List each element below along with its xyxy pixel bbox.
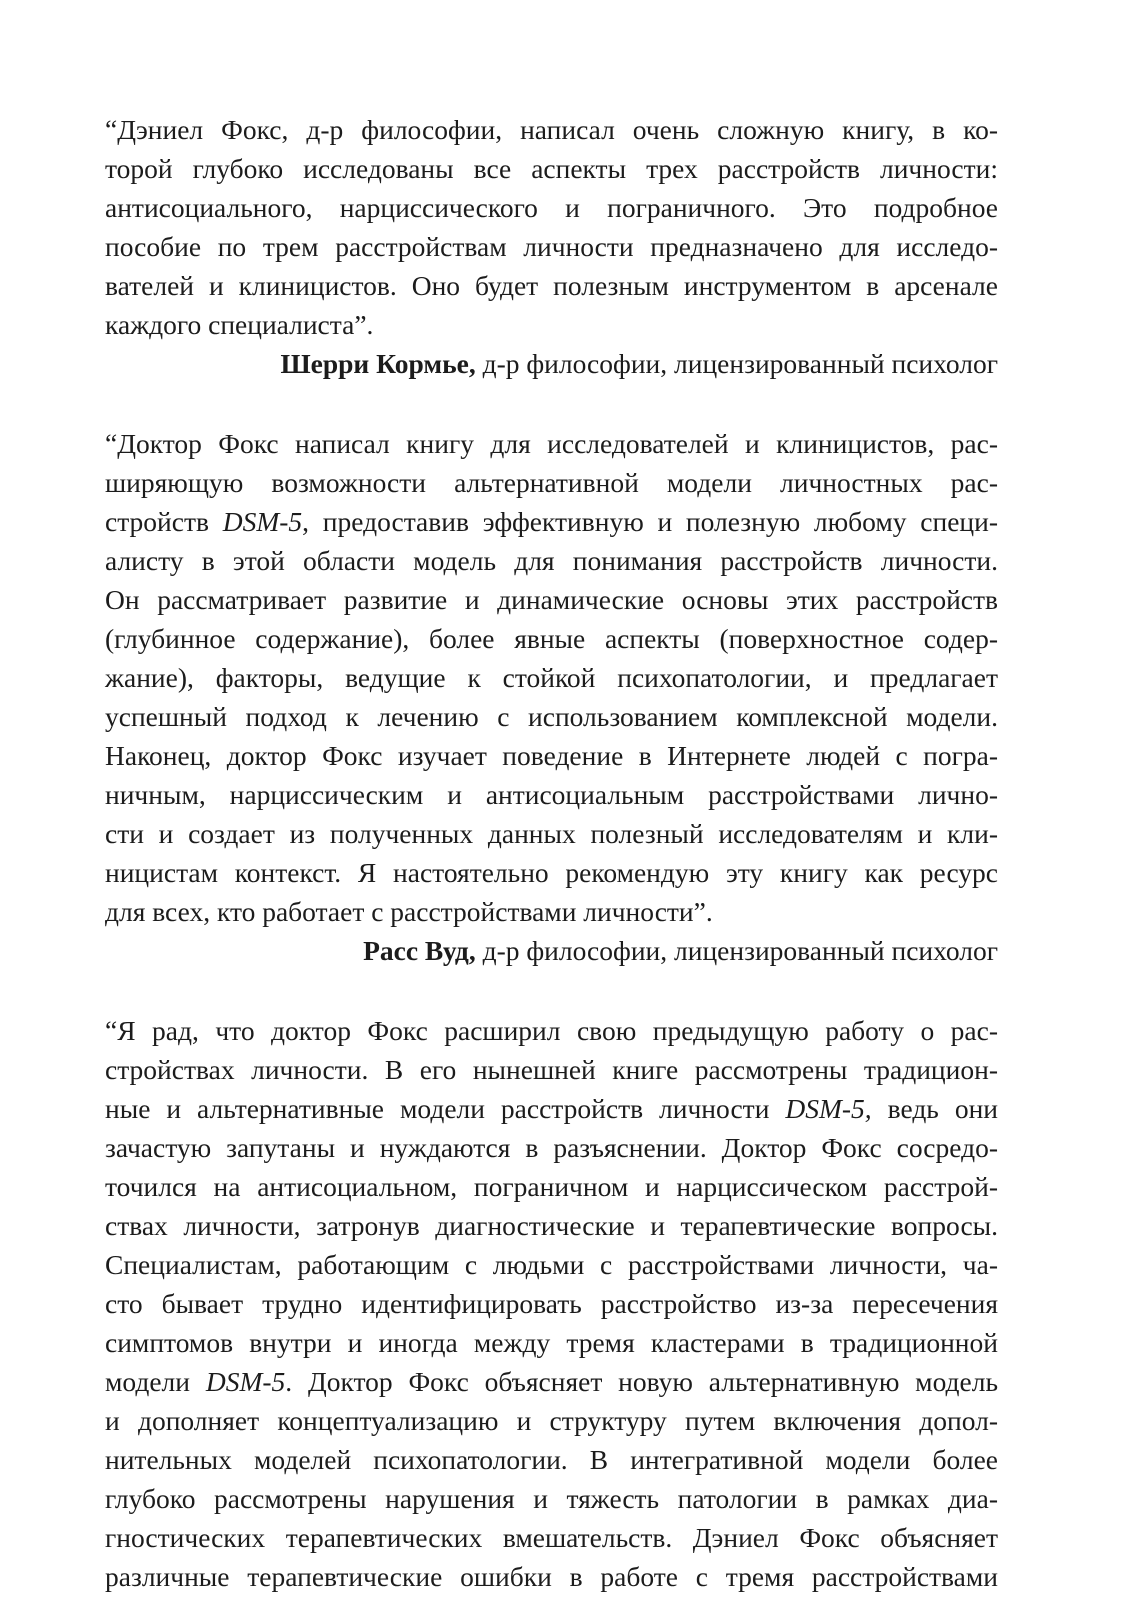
endorsement-3-line-13: глубоко рассмотрены нарушения и тяжесть патологии в рамках диа- — [105, 1483, 998, 1514]
endorsement-3-line-10-part-2: . Доктор Фокс объясняет новую альтернативную модель — [285, 1366, 999, 1397]
endorsement-2-author-name: Расс Вуд, — [363, 935, 476, 966]
endorsement-2-line-5: Он рассматривает развитие и динамические основы этих расстройств — [105, 584, 998, 615]
endorsement-1-author-name: Шерри Кормье, — [280, 348, 476, 379]
endorsement-1-line-2: торой глубоко исследованы все аспекты трех расстройств личности: — [105, 153, 998, 184]
endorsement-2-line-3-part-1: стройств — [105, 506, 223, 537]
endorsement-2-line-2: ширяющую возможности альтернативной модели личностных рас- — [105, 467, 998, 498]
endorsement-3-line-2: стройствах личности. В его нынешней книге рассмотрены традицион- — [105, 1054, 998, 1085]
endorsement-2-line-10: ничным, нарциссическим и антисоциальным расстройствами лично- — [105, 779, 998, 810]
endorsement-3-line-9: симптомов внутри и иногда между тремя кластерами в традиционной — [105, 1327, 998, 1358]
endorsement-3-line-10-dsm: DSM-5 — [205, 1366, 286, 1397]
endorsement-2-line-1: “Доктор Фокс написал книгу для исследователей и клиницистов, рас- — [105, 428, 998, 459]
endorsement-2-author-credentials: д-р философии, лицензированный психолог — [475, 935, 998, 966]
endorsement-2-line-6: (глубинное содержание), более явные аспекты (поверхностное содер- — [105, 623, 998, 654]
endorsement-2-line-13: для всех, кто работает с расстройствами личности”. — [105, 896, 713, 927]
endorsement-2-line-4: алисту в этой области модель для понимания расстройств личности. — [105, 545, 998, 576]
endorsement-3-line-3-dsm: DSM-5, — [785, 1093, 872, 1124]
endorsement-3-line-5: точился на антисоциальном, пограничном и нарциссическом расстрой- — [105, 1171, 998, 1202]
endorsement-3-line-11: и дополняет концептуализацию и структуру путем включения допол- — [105, 1405, 998, 1436]
endorsement-2-line-8: успешный подход к лечению с использованием комплексной модели. — [105, 701, 998, 732]
endorsement-3-line-6: ствах личности, затронув диагностические и терапевтические вопросы. — [105, 1210, 998, 1241]
endorsement-3-line-4: зачастую запутаны и нуждаются в разъяснении. Доктор Фокс сосредо- — [105, 1132, 998, 1163]
endorsement-3-line-12: нительных моделей психопатологии. В интегративной модели более — [105, 1444, 998, 1475]
endorsement-3-line-8: сто бывает трудно идентифицировать расстройство из-за пересечения — [105, 1288, 998, 1319]
endorsement-3-line-3-part-2: ведь они — [871, 1093, 998, 1124]
endorsement-3-line-15: различные терапевтические ошибки в работе с тремя расстройствами — [105, 1561, 998, 1592]
endorsement-2-line-3-part-2: , предоставив эффективную и полезную любому специ- — [302, 506, 998, 537]
endorsement-2-line-12: ницистам контекст. Я настоятельно рекомендую эту книгу как ресурс — [105, 857, 998, 888]
endorsement-3-line-7: Специалистам, работающим с людьми с расстройствами личности, ча- — [105, 1249, 998, 1280]
endorsement-2-line-9: Наконец, доктор Фокс изучает поведение в Интернете людей с погра- — [105, 740, 998, 771]
endorsement-1-line-6: каждого специалиста”. — [105, 309, 374, 340]
endorsement-3-line-1: “Я рад, что доктор Фокс расширил свою предыдущую работу о рас- — [105, 1015, 998, 1046]
endorsement-2-line-3-dsm: DSM-5 — [222, 506, 303, 537]
endorsement-3-line-14: гностических терапевтических вмешательств. Дэниел Фокс объясняет — [105, 1522, 998, 1553]
endorsement-1-line-3: антисоциального, нарциссического и пограничного. Это подробное — [105, 192, 998, 223]
endorsement-3-line-3-part-1: ные и альтернативные модели расстройств личности — [105, 1093, 786, 1124]
endorsement-2-attribution — [105, 931, 998, 971]
endorsement-2-line-3 — [105, 502, 998, 542]
endorsement-3-line-3 — [105, 1089, 998, 1129]
endorsement-2-line-7: жание), факторы, ведущие к стойкой психопатологии, и предлагает — [105, 662, 998, 693]
endorsement-3-line-10 — [105, 1362, 998, 1402]
endorsement-1-line-1: “Дэниел Фокс, д-р философии, написал очень сложную книгу, в ко- — [105, 114, 998, 145]
endorsement-2-line-11: сти и создает из полученных данных полезный исследователям и кли- — [105, 818, 998, 849]
endorsement-1-line-5: вателей и клиницистов. Оно будет полезным инструментом в арсенале — [105, 270, 998, 301]
endorsement-1-author-credentials: д-р философии, лицензированный психолог — [475, 348, 998, 379]
endorsement-3-line-10-part-1: модели — [105, 1366, 206, 1397]
endorsement-1-line-4: пособие по трем расстройствам личности предназначено для исследо- — [105, 231, 998, 262]
endorsement-1-attribution — [105, 344, 998, 384]
